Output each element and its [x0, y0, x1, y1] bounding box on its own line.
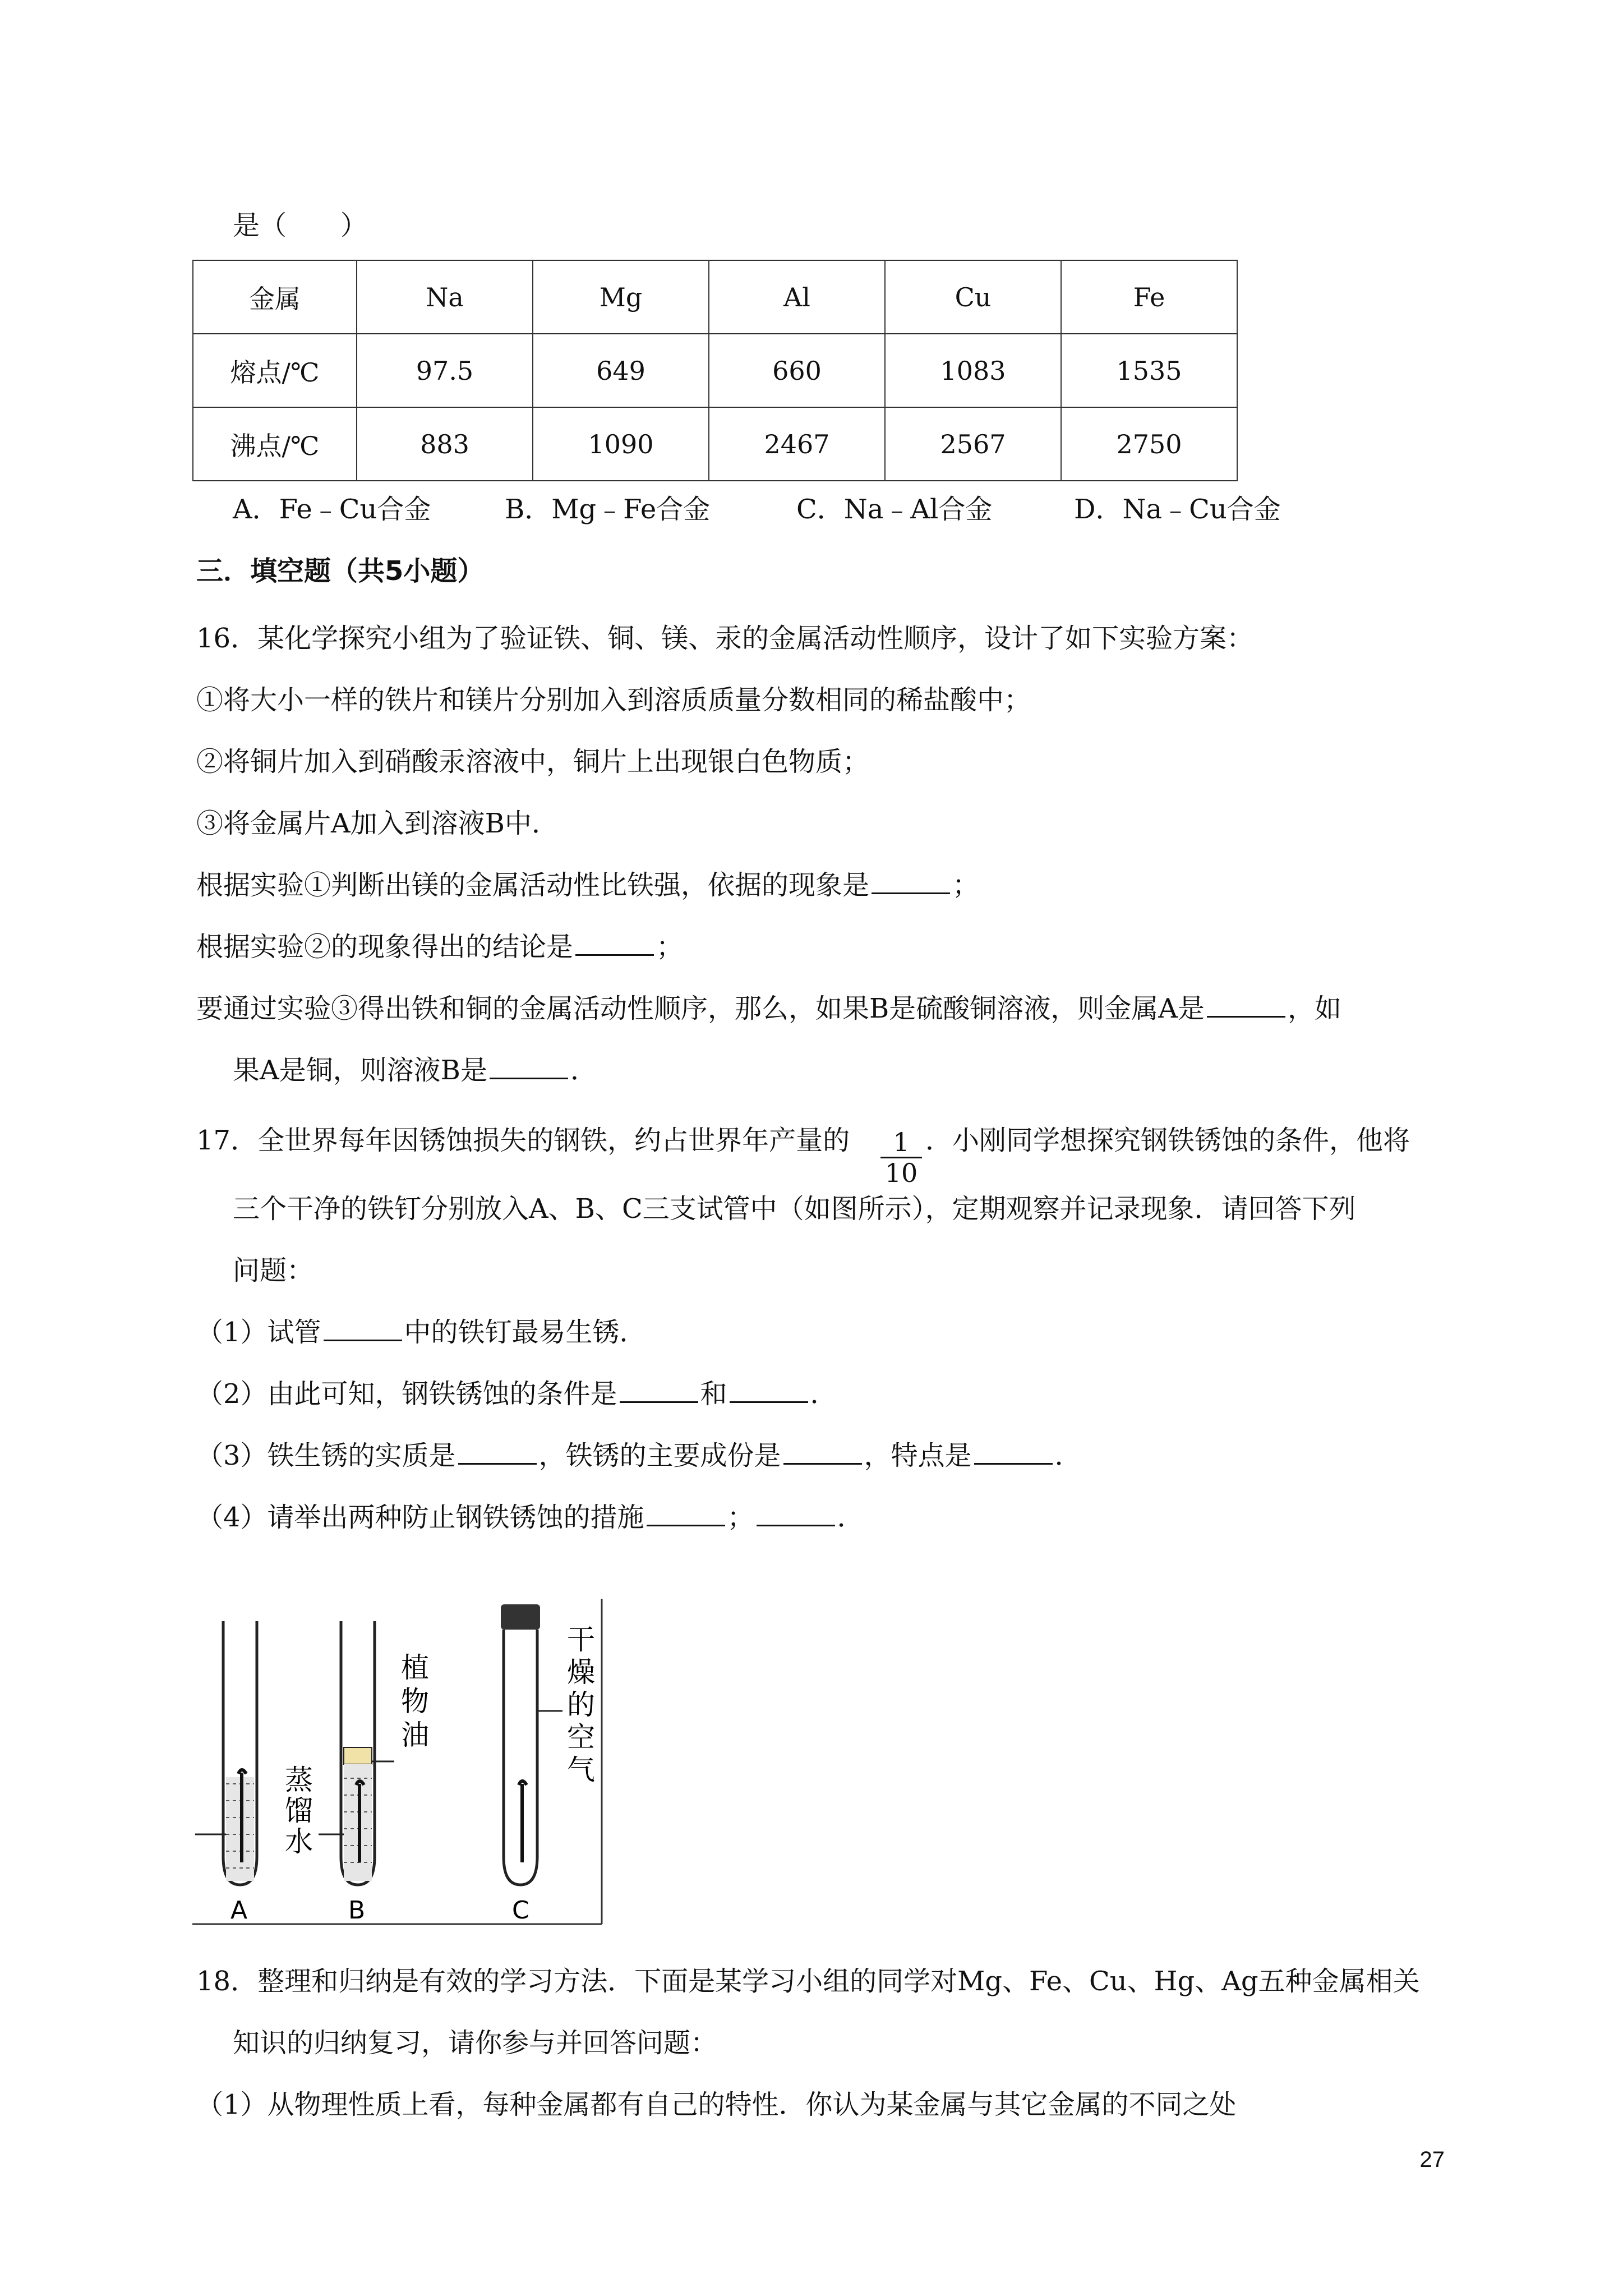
label-water-1: 蒸 [285, 1764, 313, 1796]
table-cell: 97.5 [357, 334, 533, 407]
answer-blank[interactable] [647, 1502, 725, 1526]
text: ． [570, 1055, 597, 1086]
label-water-2: 馏 [285, 1795, 313, 1827]
table-cell: 1535 [1061, 334, 1237, 407]
text: 果A是铜，则溶液B是 [233, 1055, 487, 1086]
answer-blank[interactable] [490, 1055, 568, 1079]
test-tube-figure [192, 1599, 607, 1935]
option-c: C．Na﹣Al合金 [796, 494, 993, 525]
q18-line2: 知识的归纳复习，请你参与并回答问题： [233, 2027, 718, 2059]
text: ，如 [1287, 993, 1341, 1024]
label-oil-2: 物 [401, 1685, 429, 1718]
tube-a [195, 1621, 257, 1885]
q17-line1a: 17．全世界每年因锈蚀损失的钢铁，约占世界年产量的 [196, 1125, 850, 1156]
table-cell: 2750 [1061, 407, 1237, 481]
answer-blank[interactable] [324, 1317, 402, 1341]
table-cell: 2467 [709, 407, 885, 481]
label-water-3: 水 [285, 1825, 313, 1858]
table-cell: 沸点/℃ [193, 407, 357, 481]
q16-line6 [196, 930, 683, 964]
answer-blank[interactable] [730, 1379, 808, 1403]
option-b: B．Mg﹣Fe合金 [505, 494, 711, 525]
text: （2）由此可知，钢铁锈蚀的条件是 [196, 1378, 617, 1410]
answer-blank[interactable] [575, 932, 654, 956]
table-cell: 1090 [533, 407, 709, 481]
text: 和 [700, 1378, 727, 1410]
q17-line1b: ．小刚同学想探究钢铁锈蚀的条件，他将 [925, 1125, 1410, 1156]
q16-line3: ②将铜片加入到硝酸汞溶液中，铜片上出现银白色物质； [196, 746, 870, 777]
table-cell: 金属 [193, 260, 357, 334]
answer-blank[interactable] [783, 1441, 862, 1465]
table-row [193, 334, 1237, 407]
answer-blank[interactable] [458, 1441, 537, 1465]
text: （3）铁生锈的实质是 [196, 1440, 456, 1471]
q16-line8 [233, 1053, 597, 1087]
q18-line3: （1）从物理性质上看，每种金属都有自己的特性．你认为某金属与其它金属的不同之处 [196, 2089, 1237, 2120]
table-cell: 883 [357, 407, 533, 481]
text: 要通过实验③得出铁和铜的金属活动性顺序，那么，如果B是硫酸铜溶液，则金属A是 [196, 993, 1205, 1024]
text: ； [952, 869, 980, 901]
fraction-denominator: 10 [880, 1157, 922, 1188]
table-cell: Na [357, 260, 533, 334]
text: ． [837, 1502, 864, 1533]
table-cell: 1083 [885, 334, 1061, 407]
fraction-one-tenth [880, 1128, 922, 1188]
tube-label-a: A [230, 1896, 248, 1925]
text: 根据实验②的现象得出的结论是 [196, 931, 574, 963]
label-oil-1: 植 [401, 1651, 429, 1684]
page-number: 27 [1419, 2147, 1445, 2172]
oil-layer [344, 1747, 372, 1764]
label-air-2: 燥 [567, 1656, 595, 1688]
q16-line4: ③将金属片A加入到溶液B中． [196, 808, 559, 839]
q16-line5 [196, 868, 979, 902]
answer-blank[interactable] [872, 870, 950, 894]
text: （1）试管 [196, 1317, 321, 1348]
answer-blank[interactable] [620, 1379, 698, 1403]
answer-blank[interactable] [757, 1502, 835, 1526]
tube-c [501, 1604, 562, 1885]
q17-sub2 [196, 1377, 837, 1411]
option-d: D．Na﹣Cu合金 [1074, 494, 1281, 525]
table-cell: 熔点/℃ [193, 334, 357, 407]
text: ； [727, 1502, 754, 1533]
label-air-1: 干 [567, 1623, 595, 1656]
stopper [501, 1604, 540, 1630]
label-air-4: 空 [567, 1721, 595, 1754]
table-row [193, 407, 1237, 481]
tube-label-c: C [512, 1896, 529, 1925]
q17-sub4 [196, 1501, 864, 1534]
q17-line3: 问题： [233, 1255, 314, 1286]
q16-line2: ①将大小一样的铁片和镁片分别加入到溶质质量分数相同的稀盐酸中； [196, 684, 1031, 716]
table-cell: 660 [709, 334, 885, 407]
table-cell: Al [709, 260, 885, 334]
q16-line1: 16．某化学探究小组为了验证铁、铜、镁、汞的金属活动性顺序，设计了如下实验方案： [196, 623, 1254, 654]
answer-blank[interactable] [1207, 993, 1285, 1018]
text: ； [656, 931, 684, 963]
text: ． [1054, 1440, 1082, 1471]
q16-line7 [196, 992, 1341, 1025]
text: 根据实验①判断出镁的金属活动性比铁强，依据的现象是 [196, 869, 870, 901]
q17-sub3 [196, 1439, 1082, 1473]
table-cell: Cu [885, 260, 1061, 334]
q18-line1: 18．整理和归纳是有效的学习方法．下面是某学习小组的同学对Mg、Fe、Cu、Hg、Ag五种金属相关 [196, 1966, 1420, 1997]
label-air-5: 气 [567, 1754, 595, 1786]
text: ，特点是 [864, 1440, 972, 1471]
answer-blank[interactable] [974, 1441, 1053, 1465]
option-a: A．Fe﹣Cu合金 [233, 494, 431, 525]
table-cell: Fe [1061, 260, 1237, 334]
section-heading: 三．填空题（共5小题） [196, 555, 485, 587]
label-air-3: 的 [567, 1688, 595, 1721]
tube-b [319, 1621, 394, 1885]
question-lead: 是（ ） [233, 210, 368, 241]
table-row [193, 260, 1237, 334]
tube-label-b: B [348, 1896, 366, 1925]
q17-sub1 [196, 1315, 647, 1349]
label-oil-3: 油 [401, 1719, 429, 1751]
table-cell: 649 [533, 334, 709, 407]
metal-properties-table [192, 260, 1238, 481]
fraction-numerator: 1 [893, 1127, 910, 1157]
text: （4）请举出两种防止钢铁锈蚀的措施 [196, 1502, 644, 1533]
table-cell: 2567 [885, 407, 1061, 481]
text: ． [810, 1378, 837, 1410]
text: 中的铁钉最易生锈． [404, 1317, 647, 1348]
table-cell: Mg [533, 260, 709, 334]
q17-line2: 三个干净的铁钉分别放入A、B、C三支试管中（如图所示），定期观察并记录现象．请回答下列 [233, 1193, 1356, 1225]
text: ，铁锈的主要成份是 [538, 1440, 781, 1471]
